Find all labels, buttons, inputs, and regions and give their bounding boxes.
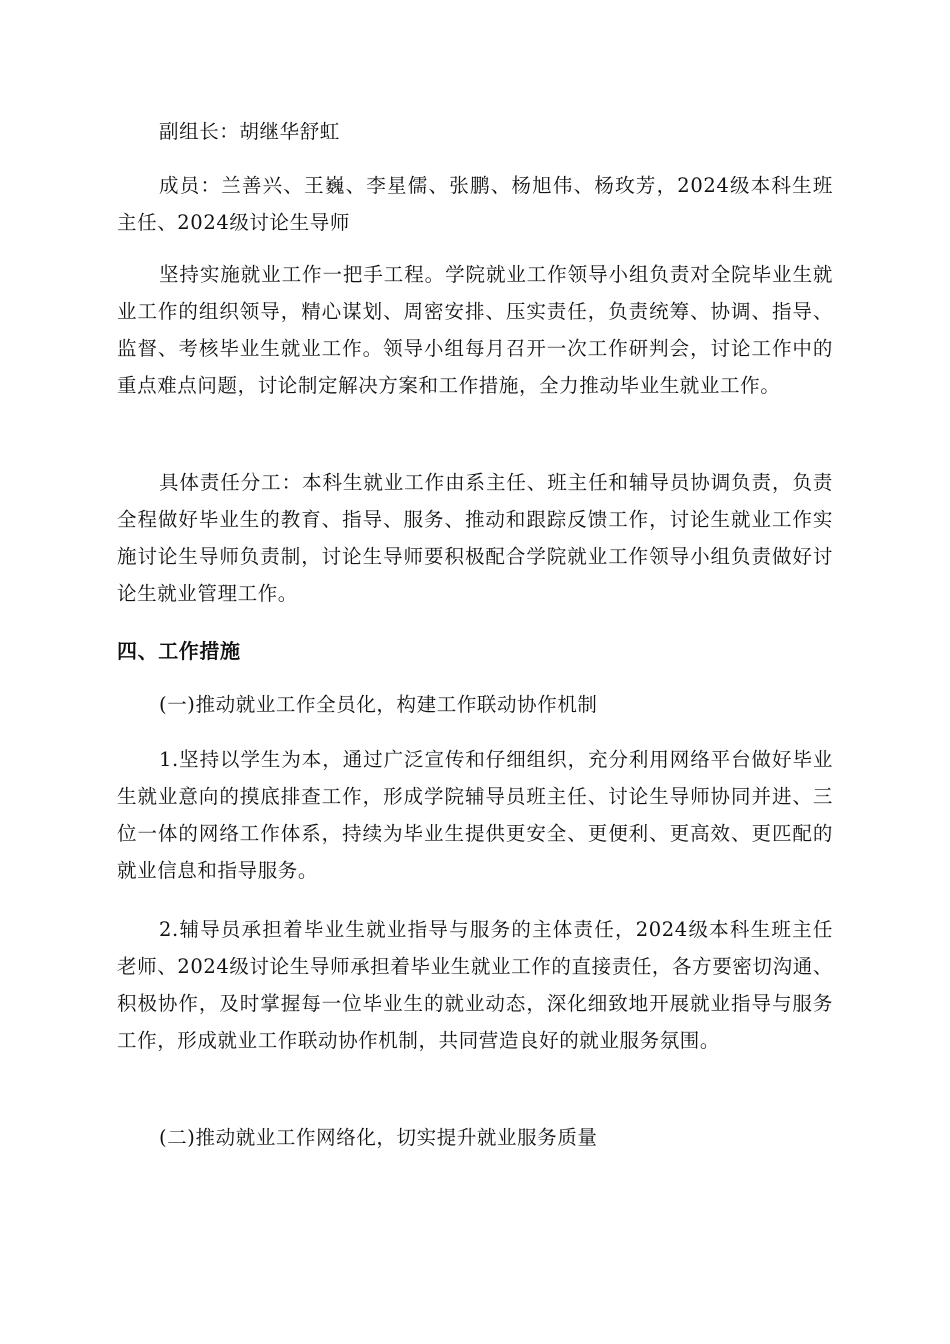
leadership-paragraph: 坚持实施就业工作一把手工程。学院就业工作领导小组负责对全院毕业生就业工作的组织领导，精心谋划、周密安排、压实责任，负责统筹、协调、指导、监督、考核毕业生就业工作。领导小组每月召开一次工作研判会，讨论工作中的重点难点问题，讨论制定解决方案和工作措施，全力推动毕业生就业工作。 <box>117 263 833 397</box>
measure-item-2: 2.辅导员承担着毕业生就业指导与服务的主体责任，2024级本科生班主任老师、2024级讨论生导师承担着毕业生就业工作的直接责任，各方要密切沟通、积极协作，及时掌握每一位毕业生的就业动态，深化细致地开展就业指导与服务工作，形成就业工作联动协作机制，共同营造良好的就业服务氛围。 <box>117 918 833 1052</box>
subsection-heading-1: (一)推动就业工作全员化，构建工作联动协作机制 <box>159 693 598 716</box>
measure-item-1: 1.坚持以学生为本，通过广泛宣传和仔细组织，充分利用网络平台做好毕业生就业意向的摸底排查工作，形成学院辅导员班主任、讨论生导师协同并进、三位一体的网络工作体系，持续为毕业生提供更安全、更便利、更高效、更匹配的就业信息和指导服务。 <box>117 748 833 882</box>
section-heading: 四、工作措施 <box>117 639 241 663</box>
subsection-heading-2: (二)推动就业工作网络化，切实提升就业服务质量 <box>159 1126 598 1149</box>
vice-leader-paragraph: 副组长：胡继华舒虹 <box>159 120 340 143</box>
responsibility-paragraph: 具体责任分工：本科生就业工作由系主任、班主任和辅导员协调负责，负责全程做好毕业生的教育、指导、服务、推动和跟踪反馈工作，讨论生就业工作实施讨论生导师负责制，讨论生导师要积极配合学院就业工作领导小组负责做好讨论生就业管理工作。 <box>117 471 833 605</box>
members-paragraph: 成员：兰善兴、王巍、李星儒、张鹏、杨旭伟、杨玫芳，2024级本科生班主任、2024级讨论生导师 <box>117 174 833 234</box>
